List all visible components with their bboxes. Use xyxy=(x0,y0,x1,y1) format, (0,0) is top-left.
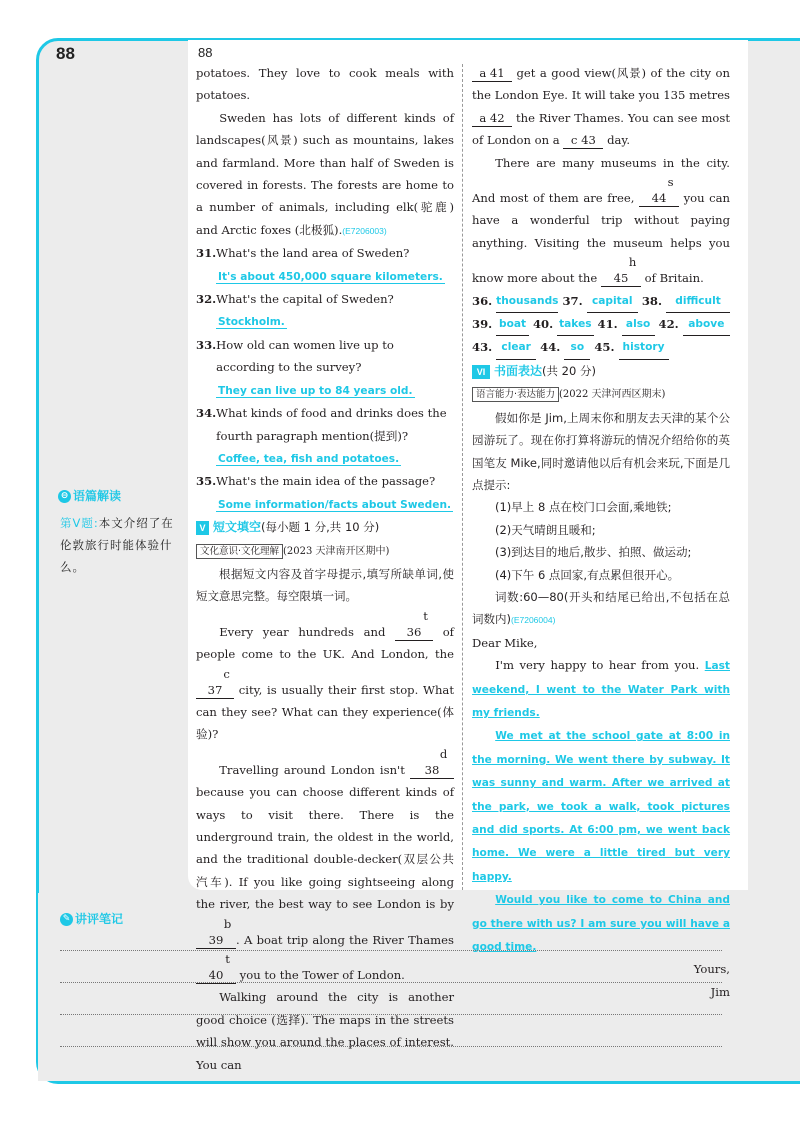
hint-item: (4)下午 6 点回家,有点累但很开心。 xyxy=(495,567,680,582)
cloze-paragraph: a 41 get a good view(风景) of the city on the London Eye. It will take you 135 metres a 42 the River Thames. You can see most of London on a c 43 day. xyxy=(472,66,730,148)
answer-text: Some information/facts about Sweden. xyxy=(218,498,452,511)
question-35 xyxy=(196,470,454,516)
section-badge: VI xyxy=(472,365,490,379)
cloze-answer: difficult xyxy=(666,290,730,313)
model-answer: Last weekend, I went to the Water Park with my friends. xyxy=(472,660,730,719)
section-subtitle: (共 20 分) xyxy=(542,363,596,378)
section-title: 短文填空 xyxy=(213,520,262,535)
writing-prompt: 假如你是 Jim,上周末你和朋友去天津的某个公园游玩了。现在你打算将游玩的情况介绍给你的英国笔友 Mike,同时邀请他以后有机会来玩,下面是几点提示: xyxy=(472,410,730,492)
question-32 xyxy=(196,288,454,334)
question-33 xyxy=(196,334,454,402)
blank-37: c 37 xyxy=(196,666,234,699)
blank-36: t 36 xyxy=(395,608,433,641)
word-count: 词数:60—80(开头和结尾已给出,不包括在总词数内)(E7206004) xyxy=(472,589,730,627)
notes-title: ✎ 讲评笔记 xyxy=(60,910,123,927)
section-5-tag-row xyxy=(196,539,454,563)
section-6-tag-row xyxy=(472,382,730,406)
letter-paragraph: I'm very happy to hear from you. Last weekend, I went to the Water Park with my friends. xyxy=(472,658,730,719)
sidebar-text: 第Ⅴ题:本文介绍了在伦敦旅行时能体验什么。 xyxy=(60,516,174,574)
blank-42: a 42 xyxy=(472,110,512,127)
cloze-answer: takes xyxy=(557,313,593,336)
cloze-answer: history xyxy=(619,336,669,359)
sidebar-title: ⊖ 语篇解读 xyxy=(58,487,121,504)
hint-item: (3)到达目的地后,散步、拍照、做运动; xyxy=(495,545,692,560)
section-badge: V xyxy=(196,521,209,535)
model-answer: Would you like to come to China and go there with us? I am sure you will have a good time. xyxy=(472,894,730,954)
cloze-paragraph: Every year hundreds and t 36 of people come to the UK. And London, the c 37 city, is usually their first stop. What can they see? What can they experience(体验)? xyxy=(196,608,454,742)
skill-tag: 语言能力·表达能力 xyxy=(472,387,559,402)
reading-icon: ⊖ xyxy=(58,490,71,503)
question-text: What's the main idea of the passage? xyxy=(216,474,436,489)
notes-icon: ✎ xyxy=(60,913,73,926)
question-number: 31. xyxy=(196,246,217,261)
answer-text: It's about 450,000 square kilometers. xyxy=(218,270,443,283)
note-line[interactable] xyxy=(60,950,722,951)
hint-item: (1)早上 8 点在校门口会面,乘地铁; xyxy=(495,500,672,515)
answer-text: Stockholm. xyxy=(218,316,285,329)
question-number: 33. xyxy=(196,337,217,352)
cloze-paragraph: There are many museums in the city. And most of them are free, s 44 you can have a wonderful trip without paying anything. Visiting the museum helps you know more about the h 45 of Britain. xyxy=(472,155,731,286)
source-label: (2022 天津河西区期末) xyxy=(559,389,666,401)
letter-paragraph xyxy=(472,724,730,888)
letter-signature: Jim xyxy=(710,984,730,999)
answer-text: Coffee, tea, fish and potatoes. xyxy=(218,452,400,465)
blank-43: c 43 xyxy=(563,132,603,149)
answer-text: They can live up to 84 years old. xyxy=(218,384,413,397)
question-number: 32. xyxy=(196,292,217,307)
blank-45: h 45 xyxy=(601,254,641,287)
hint-item: (2)天气晴朗且暖和; xyxy=(495,522,596,537)
section-title: 书面表达 xyxy=(494,363,543,378)
source-label: (2023 天津南开区期中) xyxy=(283,545,390,557)
page-number-top: 88 xyxy=(198,45,213,60)
instruction: 根据短文内容及首字母提示,填写所缺单词,使短文意思完整。每空限填一词。 xyxy=(196,566,454,604)
cloze-answer-row: 43. clear 44. so 45. history xyxy=(472,336,730,359)
question-text: What's the capital of Sweden? xyxy=(216,292,394,307)
item-code: (E7206003) xyxy=(342,225,387,236)
blank-41: a 41 xyxy=(472,65,512,82)
blank-39: b 39 xyxy=(196,916,236,949)
section-subtitle: (每小题 1 分,共 10 分) xyxy=(261,520,380,535)
skill-tag: 文化意识·文化理解 xyxy=(196,544,283,559)
section-5-header xyxy=(196,516,454,538)
cloze-answer: thousands xyxy=(496,290,558,313)
note-line[interactable] xyxy=(60,982,722,983)
passage-paragraph: Sweden has lots of different kinds of landscapes(风景) such as mountains, lakes and farmland. More than half of Sweden is covered in forests. The forests are home to a number of animals, including elk(驼鹿) and Arctic foxes (北极狐).(E7206003) xyxy=(196,110,454,237)
letter-closing: Yours, xyxy=(693,962,730,977)
note-line[interactable] xyxy=(60,1014,722,1015)
cloze-paragraph: Walking around the city is another good choice (选择). The maps in the streets will show you around the places of interest. You can xyxy=(196,990,454,1072)
page-number-side: 88 xyxy=(56,44,75,63)
cloze-answer: above xyxy=(683,313,730,336)
letter-greeting: Dear Mike, xyxy=(472,635,538,650)
note-line[interactable] xyxy=(60,1046,722,1047)
question-text: What's the land area of Sweden? xyxy=(216,246,410,261)
cloze-answer: boat xyxy=(496,313,529,336)
cloze-answer: so xyxy=(564,336,590,359)
right-column xyxy=(472,62,730,1003)
question-number: 34. xyxy=(196,406,217,421)
question-31 xyxy=(196,242,454,288)
question-34 xyxy=(196,402,454,470)
cloze-answer: capital xyxy=(587,290,638,313)
section-6-header xyxy=(472,360,730,382)
cloze-answer: also xyxy=(622,313,655,336)
blank-40: t 40 xyxy=(196,951,236,984)
question-number: 35. xyxy=(196,474,217,489)
cloze-paragraph: Travelling around London isn't d 38 because you can choose different kinds of ways to visit there. There is the underground train, the oldest in the world, and the traditional double-decker(双层公共汽车). If you like going sightseeing along the river, the best way to see London is by b 39 . A boat trip along the River Thames t 40 you to the Tower of London. xyxy=(196,746,454,983)
cloze-answer-row: 39. boat 40. takes 41. also 42. above xyxy=(472,313,730,336)
column-divider xyxy=(462,64,463,890)
model-answer: We met at the school gate at 8:00 in the morning. We went there by subway. It was sunny and warm. After we arrived at the park, we took a walk, took pictures and did sports. At 6:00 pm, we went back home. We were a little tired but very happy. xyxy=(472,730,730,883)
blank-44: s 44 xyxy=(639,174,679,207)
question-text: What kinds of food and drinks does the fourth paragraph mention(提到)? xyxy=(216,406,447,443)
blank-38: d 38 xyxy=(410,746,454,779)
cloze-answer-row: 36. thousands 37. capital 38. difficult xyxy=(472,290,730,313)
cloze-answer: clear xyxy=(496,336,536,359)
left-column xyxy=(196,62,454,1076)
letter-paragraph xyxy=(472,888,730,958)
question-text: How old can women live up to according to the survey? xyxy=(216,337,394,375)
passage-paragraph: potatoes. They love to cook meals with potatoes. xyxy=(196,66,454,103)
item-code: (E7206004) xyxy=(511,615,556,626)
